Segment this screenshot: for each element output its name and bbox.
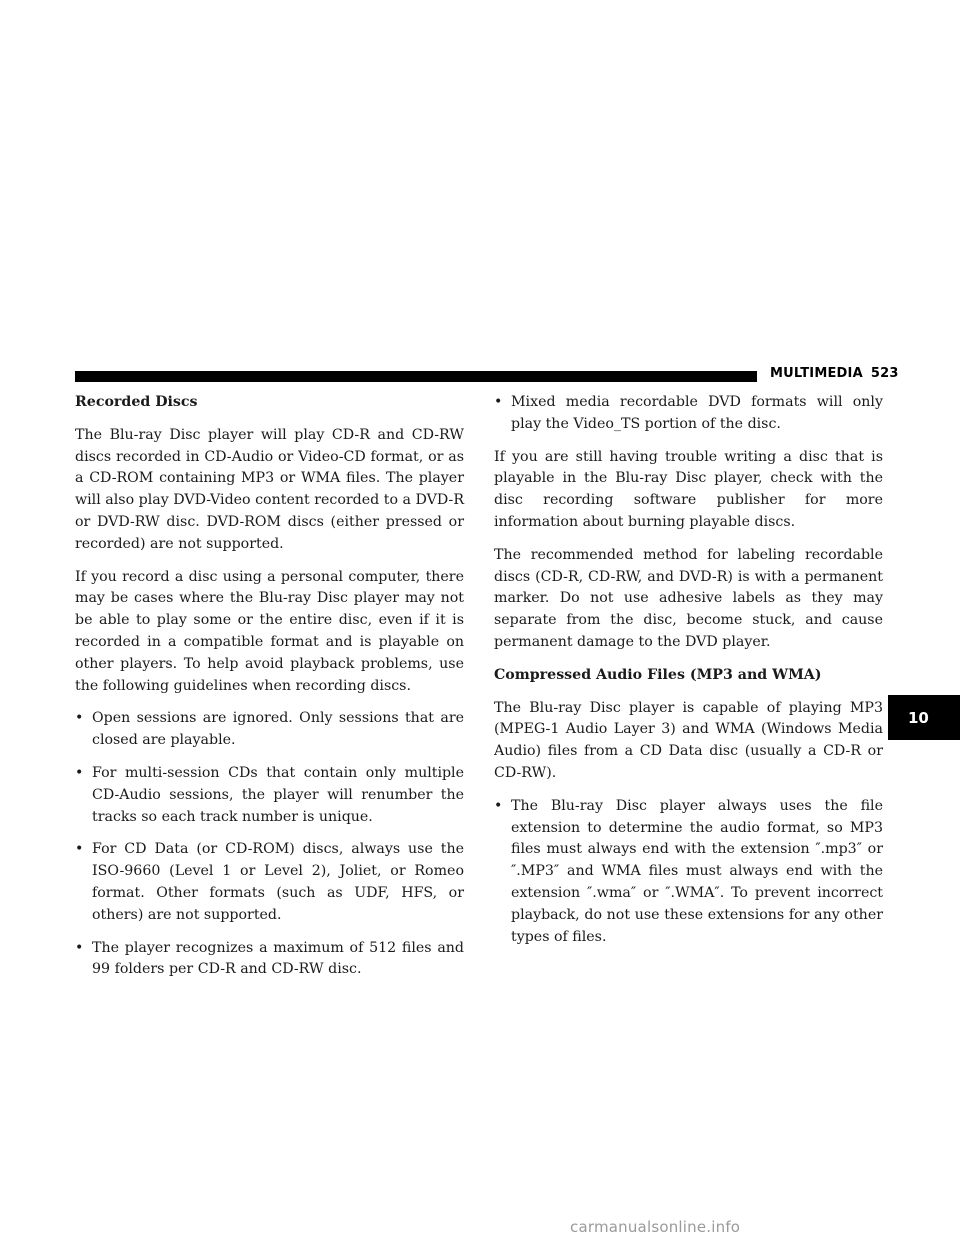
audio-format-list xyxy=(494,796,883,949)
left-column xyxy=(75,392,464,992)
bullet-icon: • xyxy=(75,939,84,956)
paragraph: If you record a disc using a personal computer, there may be cases where the Blu-ray Disc player may not be able to play some or the entire disc, even if it is recorded in a compatible format and is playable on other players. To help avoid playback problems, use the following guidelines when recording discs. xyxy=(75,568,464,694)
bullet-icon: • xyxy=(494,394,503,410)
list-item: • The player recognizes a maximum of 512 files and 99 folders per CD-R and CD-RW disc. xyxy=(75,939,464,978)
bullet-icon: • xyxy=(75,710,84,727)
bullet-icon: • xyxy=(75,841,84,858)
page-number: 523 xyxy=(870,366,899,381)
right-column xyxy=(494,392,883,959)
guidelines-list xyxy=(75,708,464,981)
bullet-icon: • xyxy=(75,764,84,781)
list-item: • Open sessions are ignored. Only sessions that are closed are playable. xyxy=(75,710,464,749)
paragraph: If you are still having trouble writing a disc that is playable in the Blu-ray Disc player, check with the disc recording software publisher for more information about burning playable discs. xyxy=(494,448,883,530)
list-item: • Mixed media recordable DVD formats will only play the Video_TS portion of the disc. xyxy=(494,394,883,432)
bullet-icon: • xyxy=(494,797,503,814)
section-title: MULTIMEDIA xyxy=(770,366,863,381)
paragraph: The Blu-ray Disc player will play CD-R and CD-RW discs recorded in CD-Audio or Video-CD format, or as a CD-ROM containing MP3 or WMA files. The player will also play DVD-Video content recorded to a DVD-R or DVD-RW disc. DVD-ROM discs (either pressed or recorded) are not supported. xyxy=(75,426,464,552)
running-header xyxy=(770,366,899,381)
list-item: • The Blu-ray Disc player always uses the file extension to determine the audio format, so MP3 files must always end with the extension ″.mp3″ or ″.MP3″ and WMA files must always end with the extension ″.wma″ or ″.WMA″. To prevent incorrect playback, do not use these extensions for any other types of files. xyxy=(494,797,883,945)
section-heading-recorded-discs: Recorded Discs xyxy=(75,394,198,410)
list-item: • For multi-session CDs that contain only multiple CD-Audio sessions, the player will renumber the tracks so each track number is unique. xyxy=(75,764,464,825)
paragraph: The Blu-ray Disc player is capable of playing MP3 (MPEG-1 Audio Layer 3) and WMA (Windows Media Audio) files from a CD Data disc (usually a CD-R or CD-RW). xyxy=(494,699,883,781)
header-rule xyxy=(75,371,757,382)
watermark-logo: carmanualsonline.info xyxy=(570,1218,741,1236)
guidelines-list-continued xyxy=(494,392,883,436)
paragraph: The recommended method for labeling recordable discs (CD-R, CD-RW, and DVD-R) is with a permanent marker. Do not use adhesive labels as they may separate from the disc, become stuck, and cause permanent damage to the DVD player. xyxy=(494,546,883,650)
list-item: • For CD Data (or CD-ROM) discs, always use the ISO-9660 (Level 1 or Level 2), Joliet, or Romeo format. Other formats (such as UDF, HFS, or others) are not supported. xyxy=(75,841,464,923)
section-heading-compressed-audio: Compressed Audio Files (MP3 and WMA) xyxy=(494,666,822,683)
chapter-tab: 10 xyxy=(888,695,960,740)
